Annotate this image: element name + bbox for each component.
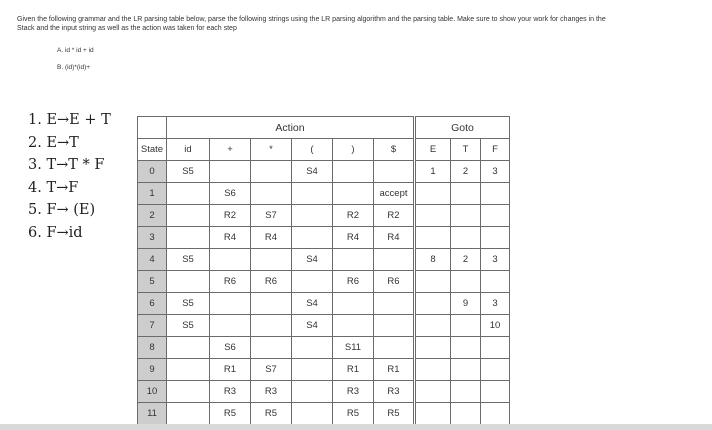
action-cell: S6 <box>210 337 251 359</box>
action-cell: S5 <box>167 161 210 183</box>
goto-cell: 3 <box>481 161 510 183</box>
page-bottom-edge <box>0 424 712 430</box>
action-cell: R5 <box>374 403 415 425</box>
table-row <box>138 271 510 293</box>
goto-cell <box>415 205 451 227</box>
action-cell: S4 <box>292 161 333 183</box>
goto-cell <box>451 183 481 205</box>
table-row <box>138 337 510 359</box>
terminal-header: + <box>210 139 251 161</box>
action-cell <box>292 183 333 205</box>
action-cell <box>167 183 210 205</box>
table-row <box>138 249 510 271</box>
action-cell: R3 <box>333 381 374 403</box>
terminal-header: $ <box>374 139 415 161</box>
action-cell: S5 <box>167 293 210 315</box>
state-cell: 1 <box>138 183 167 205</box>
terminal-header: ) <box>333 139 374 161</box>
action-cell: S6 <box>210 183 251 205</box>
goto-cell <box>451 337 481 359</box>
action-cell: S7 <box>251 359 292 381</box>
input-strings <box>57 47 94 81</box>
action-cell <box>292 337 333 359</box>
grammar-rule: 4. T→F <box>28 179 79 196</box>
grammar-rule: 1. E→E + T <box>28 112 111 128</box>
action-header: Action <box>167 117 415 139</box>
goto-header: Goto <box>415 117 510 139</box>
action-cell: S4 <box>292 293 333 315</box>
grammar-rule: 3. T→T * F <box>28 157 105 173</box>
goto-cell <box>415 403 451 425</box>
table-row <box>138 227 510 249</box>
action-cell <box>292 227 333 249</box>
action-cell <box>292 359 333 381</box>
action-cell: R2 <box>210 205 251 227</box>
goto-cell: 9 <box>451 293 481 315</box>
action-cell: R3 <box>210 381 251 403</box>
goto-cell <box>481 271 510 293</box>
action-cell <box>251 315 292 337</box>
goto-cell <box>415 271 451 293</box>
action-cell <box>292 381 333 403</box>
action-cell: R3 <box>374 381 415 403</box>
nonterminal-header: F <box>481 139 510 161</box>
table-row <box>138 315 510 337</box>
state-header: State <box>138 139 167 161</box>
action-cell <box>374 315 415 337</box>
goto-cell: 3 <box>481 293 510 315</box>
table-row <box>138 381 510 403</box>
action-cell: R5 <box>210 403 251 425</box>
question-prompt: Given the following grammar and the LR parsing table below, parse the following strings using the LR parsing algorithm and the parsing table. Make sure to show your work for changes in the Stack and the input string as well as the action was taken for each step <box>17 16 606 32</box>
action-cell <box>374 161 415 183</box>
action-cell <box>333 183 374 205</box>
action-cell: S5 <box>167 249 210 271</box>
state-cell: 5 <box>138 271 167 293</box>
goto-cell: 2 <box>451 249 481 271</box>
action-cell <box>333 249 374 271</box>
action-cell <box>167 381 210 403</box>
nonterminal-header: T <box>451 139 481 161</box>
action-cell <box>251 161 292 183</box>
action-cell <box>292 271 333 293</box>
goto-cell <box>415 359 451 381</box>
state-cell: 8 <box>138 337 167 359</box>
action-cell <box>333 315 374 337</box>
nonterminal-header: E <box>415 139 451 161</box>
state-cell: 0 <box>138 161 167 183</box>
grammar-rules <box>28 109 111 244</box>
table-header-groups <box>138 117 510 139</box>
table-row <box>138 183 510 205</box>
action-cell <box>292 403 333 425</box>
goto-cell: 2 <box>451 161 481 183</box>
action-cell <box>251 293 292 315</box>
goto-cell <box>481 227 510 249</box>
grammar-rule: 5. F→ (E) <box>28 202 96 218</box>
goto-cell <box>481 337 510 359</box>
state-cell: 6 <box>138 293 167 315</box>
action-cell <box>374 249 415 271</box>
input-string-a: A. id * id + id <box>57 47 94 54</box>
state-cell: 9 <box>138 359 167 381</box>
action-cell <box>167 337 210 359</box>
action-cell: R4 <box>374 227 415 249</box>
goto-cell <box>415 227 451 249</box>
action-cell: R6 <box>210 271 251 293</box>
action-cell: R6 <box>333 271 374 293</box>
action-cell <box>167 227 210 249</box>
action-cell: S7 <box>251 205 292 227</box>
action-cell <box>210 315 251 337</box>
action-cell: R4 <box>333 227 374 249</box>
grammar-rule: 6. F→id <box>28 224 83 241</box>
goto-cell <box>451 227 481 249</box>
action-cell <box>251 249 292 271</box>
goto-cell: 10 <box>481 315 510 337</box>
action-cell: S4 <box>292 249 333 271</box>
goto-cell <box>451 315 481 337</box>
action-cell <box>210 293 251 315</box>
table-header-symbols <box>138 139 510 161</box>
action-cell: R1 <box>374 359 415 381</box>
state-cell: 3 <box>138 227 167 249</box>
action-cell: R3 <box>251 381 292 403</box>
action-cell: R5 <box>251 403 292 425</box>
goto-cell: 8 <box>415 249 451 271</box>
action-cell <box>333 293 374 315</box>
table-row <box>138 359 510 381</box>
lr-parsing-table <box>137 116 510 425</box>
action-cell: S11 <box>333 337 374 359</box>
state-cell: 10 <box>138 381 167 403</box>
action-cell: R2 <box>374 205 415 227</box>
state-cell: 4 <box>138 249 167 271</box>
goto-cell: 1 <box>415 161 451 183</box>
action-cell <box>374 293 415 315</box>
goto-cell <box>415 315 451 337</box>
action-cell: R6 <box>251 271 292 293</box>
action-cell <box>251 337 292 359</box>
action-cell <box>292 205 333 227</box>
action-cell: R5 <box>333 403 374 425</box>
action-cell: R4 <box>251 227 292 249</box>
state-cell: 7 <box>138 315 167 337</box>
goto-cell <box>451 205 481 227</box>
action-cell: S4 <box>292 315 333 337</box>
action-cell <box>167 359 210 381</box>
action-cell: S5 <box>167 315 210 337</box>
table-row <box>138 205 510 227</box>
action-cell <box>210 249 251 271</box>
goto-cell <box>481 183 510 205</box>
action-cell <box>251 183 292 205</box>
state-cell: 11 <box>138 403 167 425</box>
goto-cell <box>481 403 510 425</box>
action-cell: R1 <box>210 359 251 381</box>
table-row <box>138 293 510 315</box>
goto-cell <box>481 381 510 403</box>
goto-cell <box>451 403 481 425</box>
action-cell <box>374 337 415 359</box>
action-cell <box>167 205 210 227</box>
goto-cell <box>481 205 510 227</box>
goto-cell <box>415 337 451 359</box>
goto-cell <box>451 271 481 293</box>
goto-cell <box>415 183 451 205</box>
action-cell: R2 <box>333 205 374 227</box>
terminal-header: * <box>251 139 292 161</box>
state-cell: 2 <box>138 205 167 227</box>
terminal-header: id <box>167 139 210 161</box>
action-cell: R1 <box>333 359 374 381</box>
terminal-header: ( <box>292 139 333 161</box>
goto-cell <box>415 381 451 403</box>
action-cell <box>210 161 251 183</box>
action-cell <box>333 161 374 183</box>
action-cell <box>167 403 210 425</box>
corner-cell <box>138 117 167 139</box>
action-cell <box>167 271 210 293</box>
action-cell: R6 <box>374 271 415 293</box>
table-row <box>138 161 510 183</box>
input-string-b: B. (id)*(id)+ <box>57 64 91 71</box>
goto-cell <box>451 359 481 381</box>
action-cell: accept <box>374 183 415 205</box>
goto-cell <box>415 293 451 315</box>
goto-cell: 3 <box>481 249 510 271</box>
goto-cell <box>481 359 510 381</box>
table-row <box>138 403 510 425</box>
grammar-rule: 2. E→T <box>28 134 79 151</box>
action-cell: R4 <box>210 227 251 249</box>
goto-cell <box>451 381 481 403</box>
